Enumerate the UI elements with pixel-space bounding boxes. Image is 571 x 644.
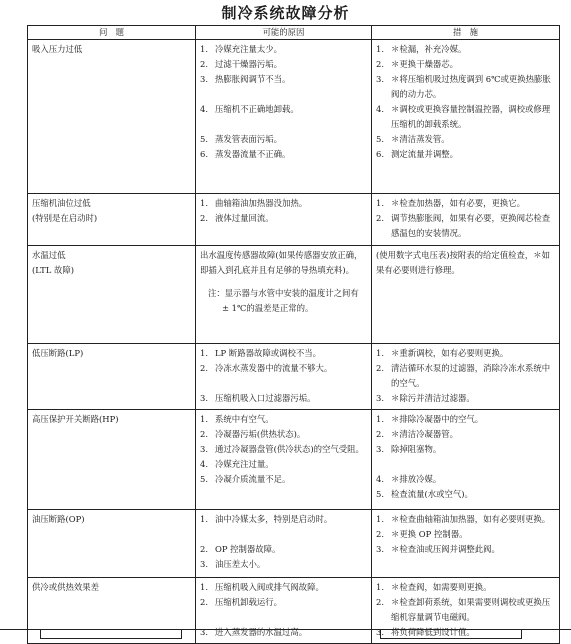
problem-cell [28, 40, 196, 194]
item-number: 2. [200, 363, 208, 373]
item-number: 3. [200, 559, 208, 569]
item-text: 冷媒充注过量。 [215, 459, 274, 469]
item-text: ＊重新调校，如有必要则更换。 [391, 348, 509, 358]
list-item [376, 42, 555, 57]
item-text: ＊调校或更换容量控制温控器，调校或修理压缩机的卸载系统。 [391, 104, 551, 129]
item-number: 5. [200, 134, 208, 144]
problem-text: 水温过低 [32, 250, 66, 260]
table-row [28, 510, 560, 578]
item-number: 5. [376, 489, 384, 499]
item-text: 通过冷凝器盘管(供冷状态)的空气受阻。 [215, 444, 364, 454]
item-number: 3. [200, 444, 208, 454]
item-text: ＊排除冷凝器中的空气。 [391, 414, 484, 424]
list-item [376, 427, 555, 442]
item-number: 3. [376, 393, 384, 403]
problem-text: 低压断路(LP) [32, 348, 84, 358]
measure-cell [372, 40, 560, 194]
item-number: 1. [376, 514, 384, 524]
header-problem: 问 题 [28, 26, 196, 40]
page-title: 制冷系统故障分析 [221, 4, 350, 22]
list-item [200, 512, 367, 527]
item-text: 油压差太小。 [215, 559, 266, 569]
item-number: 4. [200, 104, 208, 114]
problem-subtext: (LTL 故障) [32, 265, 74, 275]
problem-text: 高压保护开关断路(HP) [32, 414, 119, 424]
problem-cell [28, 510, 196, 578]
item-text: 进入蒸发器的水温过高。 [215, 627, 308, 637]
list-item [376, 102, 555, 132]
list-item [376, 211, 555, 241]
item-text: ＊更换干燥器芯。 [391, 59, 458, 69]
item-number: 2. [376, 597, 384, 607]
list-item [376, 147, 555, 162]
item-text: ＊检查曲轴箱油加热器，如有必要则更换。 [391, 514, 551, 524]
item-text: 压缩机卸载运行。 [215, 597, 282, 607]
item-number: 3. [376, 544, 384, 554]
cause-cell [196, 410, 372, 510]
list-item [200, 580, 367, 595]
list-item [200, 42, 367, 57]
item-text: 压缩机吸入阀或排气阀故障。 [215, 582, 324, 592]
problem-text: 供冷或供热效果差 [32, 582, 99, 592]
list-item [376, 412, 555, 427]
list-item [200, 361, 367, 376]
list-item [200, 595, 367, 610]
item-text: 冷冻水蒸发器中的流量不够大。 [215, 363, 333, 373]
list-item [376, 346, 555, 361]
list-item [200, 457, 367, 472]
item-number: 6. [200, 149, 208, 159]
item-text: LP 断路器故障或调校不当。 [215, 348, 321, 358]
item-number: 1. [200, 414, 208, 424]
item-text: 系统中有空气。 [215, 414, 274, 424]
list-item [376, 595, 555, 625]
list-item [200, 57, 367, 72]
header-cause: 可能的原因 [196, 26, 372, 40]
item-number: 3. [376, 627, 384, 637]
item-text: ＊清洁蒸发管。 [391, 134, 450, 144]
item-text: 蒸发管表面污垢。 [215, 134, 282, 144]
item-text: 清洁循环水泵的过滤器，消除冷冻水系统中的空气。 [391, 363, 551, 388]
item-number: 4. [200, 459, 208, 469]
list-item [200, 542, 367, 557]
list-item [200, 557, 367, 572]
list-item [200, 147, 367, 162]
problem-text: 压缩机油位过低 [32, 198, 91, 208]
item-number: 1. [200, 198, 208, 208]
item-number: 2. [376, 363, 384, 373]
item-number: 2. [200, 429, 208, 439]
item-text: 除掉阻塞物。 [391, 444, 442, 454]
fault-analysis-table [27, 25, 560, 644]
item-text: 将负荷降低到设计值。 [391, 627, 475, 637]
cause-cell [196, 40, 372, 194]
list-item [376, 487, 555, 502]
table-row [28, 410, 560, 510]
problem-cell [28, 246, 196, 344]
list-item [200, 391, 367, 406]
cause-note: 注：显示器与水管中安装的温度计之间有 [208, 288, 359, 298]
header-measure: 措 施 [372, 26, 560, 40]
item-number: 1. [376, 582, 384, 592]
item-number: 2. [200, 59, 208, 69]
cause-cell [196, 510, 372, 578]
item-number: 1. [376, 414, 384, 424]
cause-cell [196, 344, 372, 410]
list-item [200, 442, 367, 457]
item-text: 冷凝介质流量不足。 [215, 474, 291, 484]
list-item [376, 391, 555, 406]
list-item [376, 527, 555, 542]
item-number: 2. [376, 529, 384, 539]
list-item [200, 412, 367, 427]
item-number: 2. [200, 544, 208, 554]
table-header-row [28, 26, 560, 40]
list-item [200, 427, 367, 442]
list-item [376, 361, 555, 391]
list-item [200, 72, 367, 87]
list-item [200, 132, 367, 147]
list-item [376, 57, 555, 72]
item-text: 过滤干燥器污垢。 [215, 59, 282, 69]
item-text: ＊检查加热器，如有必要，更换它。 [391, 198, 525, 208]
item-number: 1. [200, 44, 208, 54]
item-text: 冷凝器污垢(供热状态)。 [215, 429, 306, 439]
list-item [376, 442, 555, 457]
item-text: 油中冷媒太多，特别是启动时。 [215, 514, 333, 524]
list-item [200, 196, 367, 211]
item-text: 测定流量并调整。 [391, 149, 458, 159]
measure-text: (使用数字式电压表)按附表的给定值检查，＊如果有必要则进行修理。 [376, 250, 551, 275]
list-item [200, 346, 367, 361]
measure-cell [372, 246, 560, 344]
list-item [376, 72, 555, 102]
item-number: 2. [376, 59, 384, 69]
problem-cell [28, 344, 196, 410]
item-text: ＊除污并清洁过滤器。 [391, 393, 475, 403]
item-number: 3. [200, 393, 208, 403]
list-item [376, 580, 555, 595]
cause-note-continued: ± 1℃的温差是正常的。 [222, 303, 314, 313]
cause-cell [196, 246, 372, 344]
item-text: 液体过量回流。 [215, 213, 274, 223]
item-text: ＊清洁冷凝器管。 [391, 429, 458, 439]
list-item [376, 472, 555, 487]
item-number: 5. [200, 474, 208, 484]
measure-cell [372, 194, 560, 246]
item-text: ＊将压缩机吸过热度调到 6℃或更换热膨胀阀的动力芯。 [391, 74, 551, 99]
item-number: 3. [376, 444, 384, 454]
measure-cell [372, 510, 560, 578]
item-text: 检查流量(水或空气)。 [391, 489, 473, 499]
table-row [28, 40, 560, 194]
item-text: ＊检查阀，如需要则更换。 [391, 582, 492, 592]
item-number: 1. [376, 198, 384, 208]
item-number: 1. [200, 348, 208, 358]
item-text: ＊检漏，补充冷媒。 [391, 44, 467, 54]
item-number: 4. [376, 104, 384, 114]
item-number: 5. [376, 134, 384, 144]
cause-cell [196, 194, 372, 246]
table-row [28, 194, 560, 246]
problem-cell [28, 410, 196, 510]
problem-text: 吸入压力过低 [32, 44, 83, 54]
item-number: 1. [200, 582, 208, 592]
list-item [200, 472, 367, 487]
item-text: 压缩机不正确地卸载。 [215, 104, 299, 114]
item-number: 1. [376, 348, 384, 358]
problem-subtext: (特别是在启动时) [32, 213, 98, 223]
item-number: 2. [376, 429, 384, 439]
cause-text: 出水温度传感器故障(如果传感器安放正确，即插入到孔底并且有足够的导热填充料)。 [200, 250, 363, 275]
item-number: 1. [200, 514, 208, 524]
item-text: 热膨胀阀调节不当。 [215, 74, 291, 84]
table-row [28, 344, 560, 410]
item-number: 2. [376, 213, 384, 223]
list-item [376, 542, 555, 557]
problem-text: 油压断路(OP) [32, 514, 85, 524]
item-text: ＊检查油或压阀并调整此阀。 [391, 544, 500, 554]
item-text: ＊更换 OP 控制器。 [391, 529, 468, 539]
list-item [200, 211, 367, 226]
measure-cell [372, 410, 560, 510]
item-number: 3. [200, 627, 208, 637]
list-item [376, 132, 555, 147]
item-number: 2. [200, 597, 208, 607]
item-number: 3. [376, 74, 384, 84]
item-number: 4. [376, 474, 384, 484]
item-text: 冷媒充注量太少。 [215, 44, 282, 54]
measure-cell [372, 344, 560, 410]
item-text: ＊排放冷媒。 [391, 474, 442, 484]
item-text: 压缩机吸入口过滤器污垢。 [215, 393, 316, 403]
list-item [376, 196, 555, 211]
problem-cell [28, 194, 196, 246]
item-text: OP 控制器故障。 [215, 544, 281, 554]
item-text: ＊检查卸荷系统，如果需要则调校或更换压缩机容量调节电磁阀。 [391, 597, 551, 622]
item-number: 6. [376, 149, 384, 159]
item-number: 1. [376, 44, 384, 54]
list-item [376, 512, 555, 527]
item-number: 3. [200, 74, 208, 84]
item-text: 调节热膨胀阀，如果有必要，更换阀芯检查感温包的安装情况。 [391, 213, 551, 238]
item-text: 蒸发器流量不正确。 [215, 149, 291, 159]
list-item [200, 102, 367, 117]
table-row [28, 246, 560, 344]
item-number: 2. [200, 213, 208, 223]
item-text: 曲轴箱油加热器没加热。 [215, 198, 308, 208]
